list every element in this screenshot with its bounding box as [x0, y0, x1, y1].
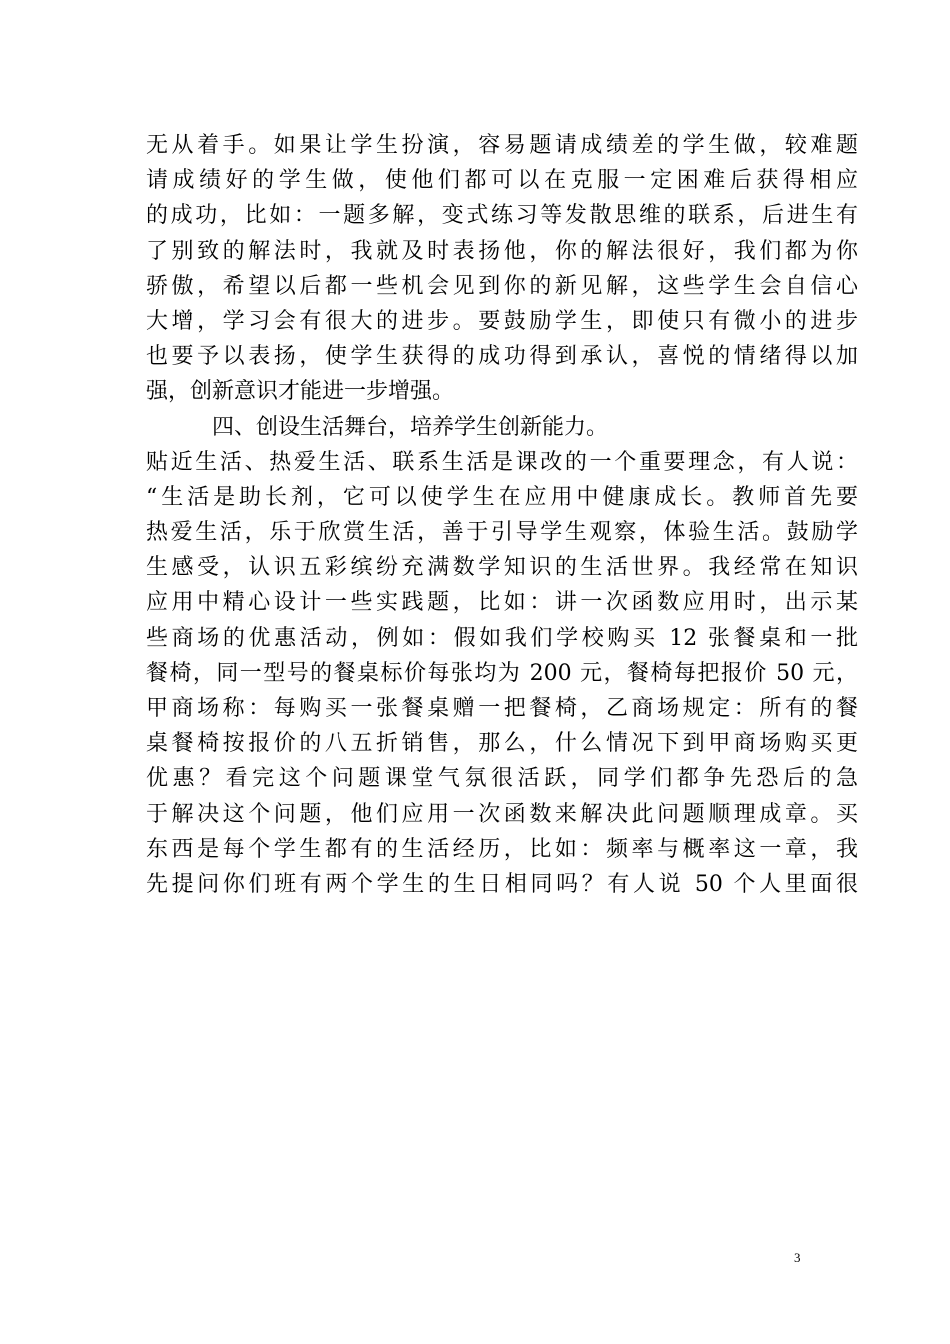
text-line: 也要予以表扬，使学生获得的成功得到承认，喜悦的情绪得以加: [146, 344, 858, 370]
text-line: 生感受，认识五彩缤纷充满数学知识的生活世界。我经常在知识: [146, 555, 858, 581]
text-line: 强，创新意识才能进一步增强。: [146, 379, 455, 405]
text-line: 优惠？看完这个问题课堂气氛很活跃，同学们都争先恐后的急: [146, 766, 858, 792]
body-text: [146, 128, 858, 902]
text-line: 的成功，比如：一题多解，变式练习等发散思维的联系，后进生有: [146, 203, 858, 229]
text-line: 热爱生活，乐于欣赏生活，善于引导学生观察，体验生活。鼓励学: [146, 520, 858, 546]
text-line: 于解决这个问题，他们应用一次函数来解决此问题顺理成章。买: [146, 801, 858, 827]
text-line: 桌餐椅按报价的八五折销售，那么，什么情况下到甲商场购买更: [146, 731, 858, 757]
text-line: 东西是每个学生都有的生活经历，比如：频率与概率这一章，我: [146, 836, 858, 862]
text-line: 甲商场称：每购买一张餐桌赠一把餐椅，乙商场规定：所有的餐: [146, 696, 858, 721]
page-number: 3: [794, 1250, 801, 1265]
text-line: 请成绩好的学生做，使他们都可以在克服一定困难后获得相应: [146, 168, 858, 194]
section-heading: 四、创设生活舞台，培养学生创新能力。: [212, 414, 609, 440]
text-line: 先提问你们班有两个学生的生日相同吗？有人说 50 个人里面很: [146, 871, 858, 897]
text-line: 些商场的优惠活动，例如：假如我们学校购买 12 张餐桌和一批: [146, 625, 858, 651]
text-line: 骄傲，希望以后都一些机会见到你的新见解，这些学生会自信心: [146, 273, 858, 299]
text-line: 大增，学习会有很大的进步。要鼓励学生，即使只有微小的进步: [146, 308, 858, 334]
text-line: 了别致的解法时，我就及时表扬他，你的解法很好，我们都为你: [146, 238, 858, 264]
text-line: 无从着手。如果让学生扮演，容易题请成绩差的学生做，较难题: [146, 133, 858, 158]
text-line: “生活是助长剂，它可以使学生在应用中健康成长。教师首先要: [146, 484, 858, 510]
text-line: 餐椅，同一型号的餐桌标价每张均为 200 元，餐椅每把报价 50 元，: [146, 660, 858, 686]
text-line: 应用中精心设计一些实践题，比如：讲一次函数应用时，出示某: [146, 590, 858, 616]
text-line: 贴近生活、热爱生活、联系生活是课改的一个重要理念，有人说：: [146, 449, 858, 475]
